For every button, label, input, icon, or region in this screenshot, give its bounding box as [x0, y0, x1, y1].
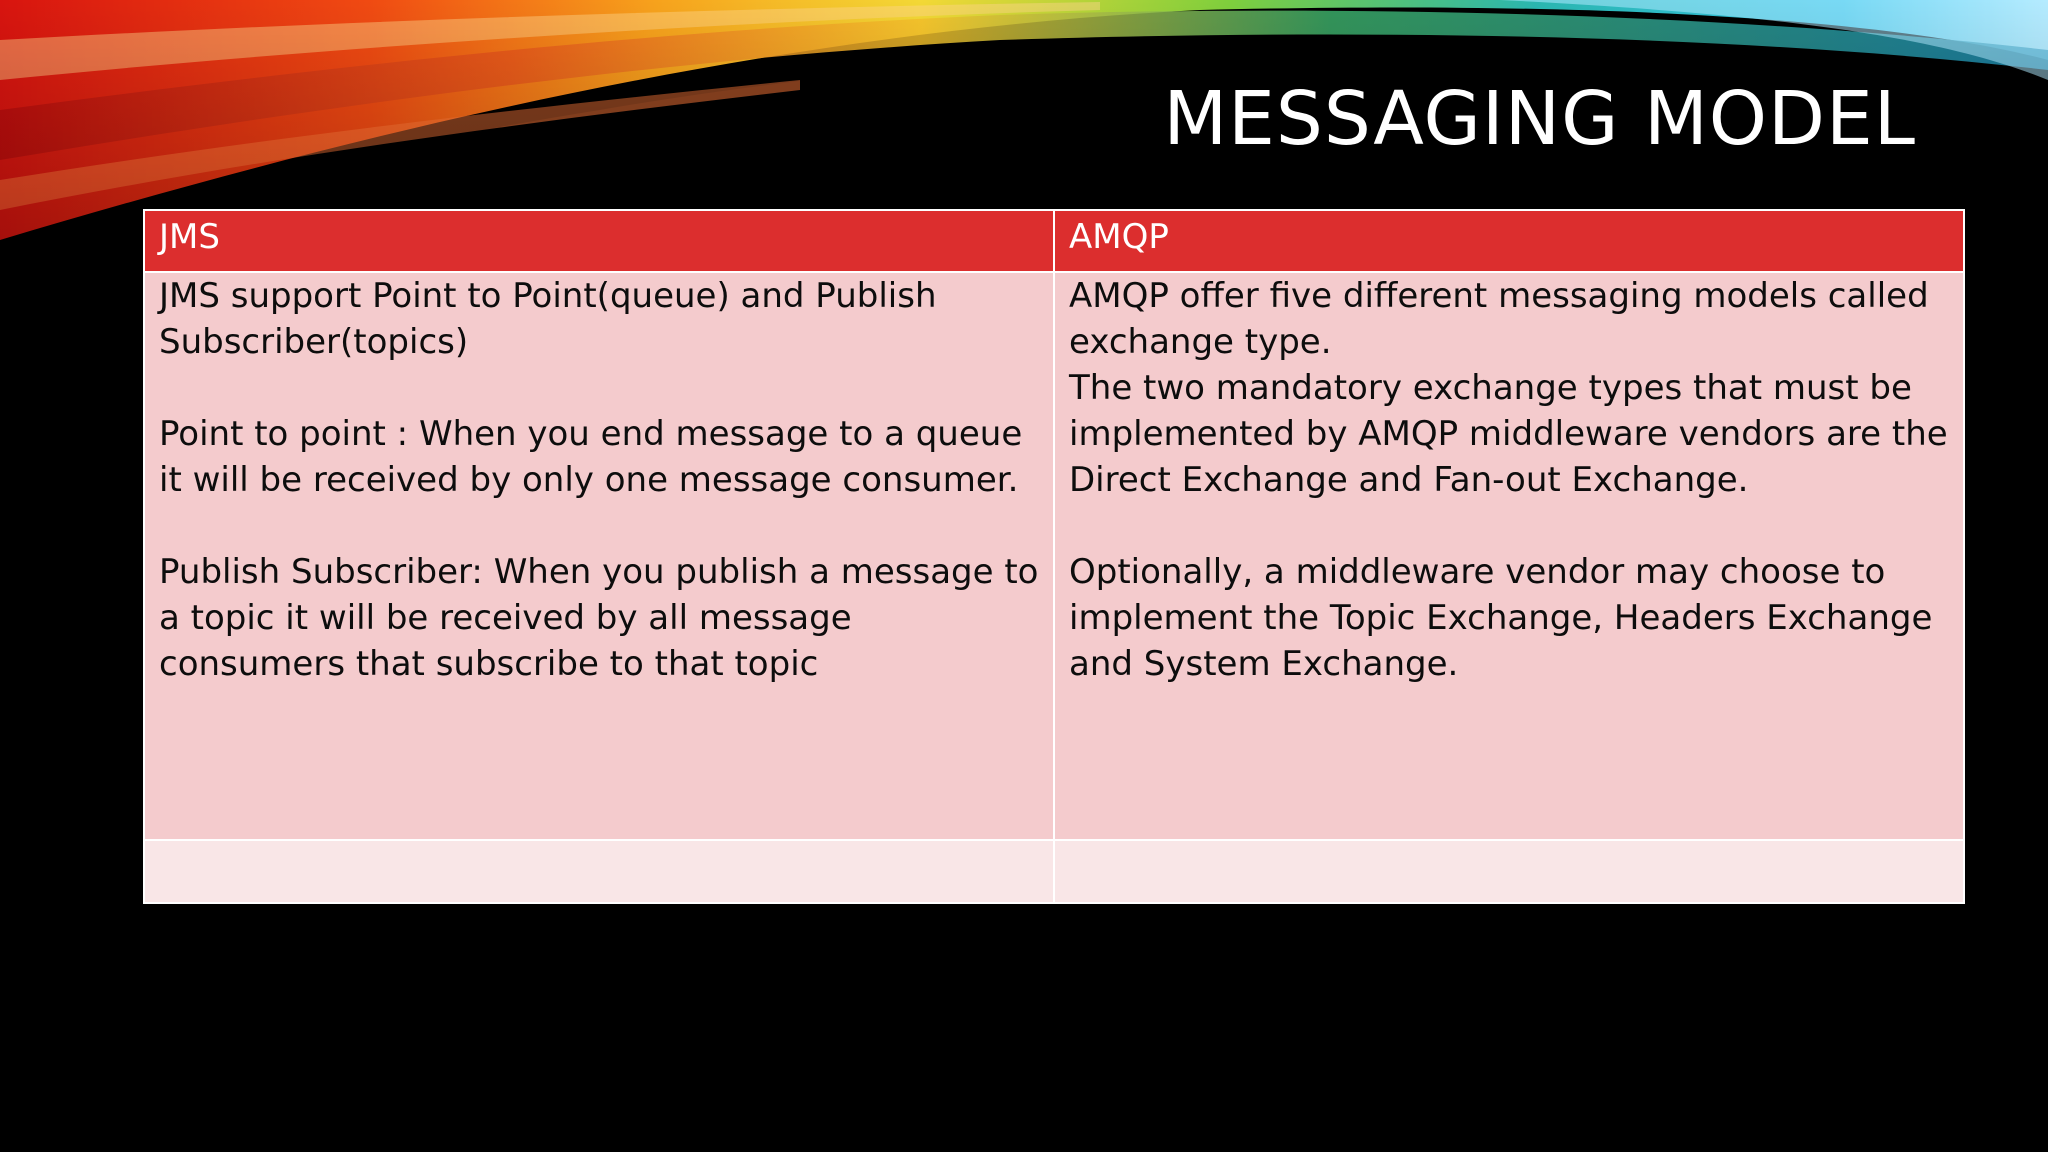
table-empty-cell [145, 841, 1053, 902]
amqp-paragraph: Optionally, a middleware vendor may choose to implement the Topic Exchange, Headers Exchange and System Exchange. [1069, 552, 1933, 684]
amqp-paragraph: The two mandatory exchange types that must be implemented by AMQP middleware vendors are the Direct Exchange and Fan-out Exchange. [1069, 368, 1948, 500]
jms-paragraph: Publish Subscriber: When you publish a message to a topic it will be received by all message consumers that subscribe to that topic [159, 552, 1039, 684]
jms-paragraph: JMS support Point to Point(queue) and Publish Subscriber(topics) [159, 276, 937, 362]
amqp-paragraph: AMQP offer five different messaging models called exchange type. [1069, 276, 1929, 362]
jms-description-cell [145, 273, 1053, 839]
jms-paragraph: Point to point : When you end message to a queue it will be received by only one message consumer. [159, 414, 1023, 500]
table-header-jms: JMS [145, 211, 1053, 271]
slide-title: MESSAGING MODEL [1163, 76, 1916, 162]
amqp-description-cell [1055, 273, 1963, 839]
table-header-amqp: AMQP [1055, 211, 1963, 271]
comparison-table [143, 209, 1965, 904]
table-empty-cell [1055, 841, 1963, 902]
